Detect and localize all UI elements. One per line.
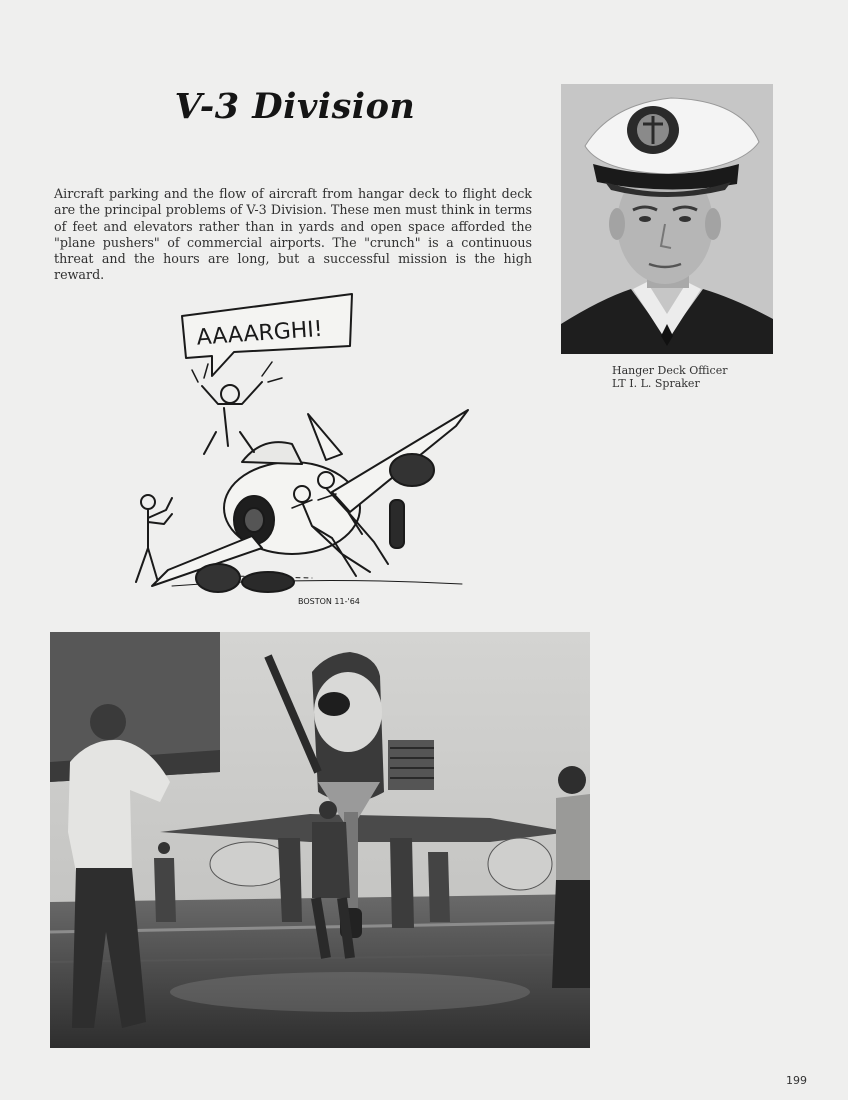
page-number: 199 bbox=[786, 1074, 807, 1087]
cartoon-speech-text: AAAARGHI! bbox=[195, 316, 324, 351]
caption-title: Hanger Deck Officer bbox=[612, 364, 728, 377]
flight-deck-photo bbox=[50, 632, 590, 1048]
page-title: V-3 Division bbox=[174, 86, 416, 127]
division-description: Aircraft parking and the flow of aircraft from hangar deck to flight deck are the principal problems of V-3 Division. These men must think in terms of feet and elevators rather than in yards and open space afforded the "plane pushers" of commercial airports. The "crunch" is a continuous threat and the hours are long, but a successful mission is the high reward. bbox=[54, 186, 532, 283]
portrait-caption bbox=[612, 365, 772, 390]
officer-portrait-photo bbox=[561, 84, 773, 354]
cartoon-signature: BOSTON 11-'64 bbox=[298, 597, 360, 606]
cartoon-illustration bbox=[112, 286, 482, 618]
caption-name: LT I. L. Spraker bbox=[612, 376, 700, 390]
